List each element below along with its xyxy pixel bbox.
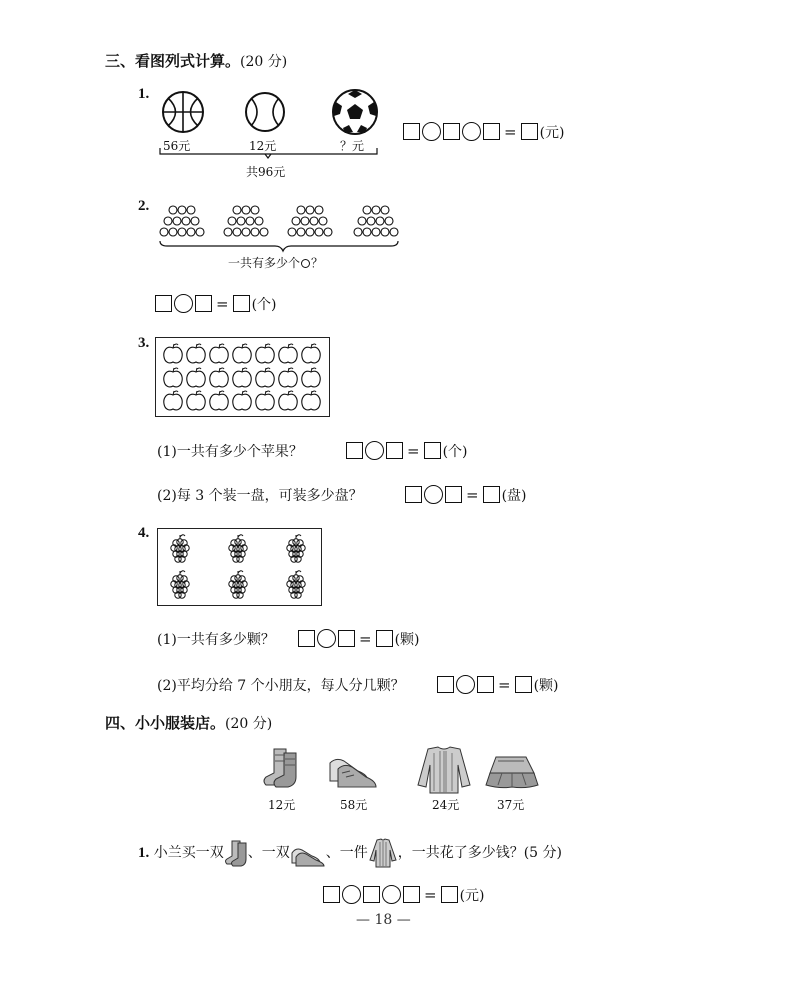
basketball-price: 56元 — [163, 139, 191, 153]
q2-question-text: 一共有多少个 — [228, 256, 301, 270]
answer-box[interactable] — [323, 886, 340, 903]
sneakers-icon — [330, 759, 376, 787]
equals-sign: = — [498, 675, 511, 694]
section-4-title — [105, 712, 272, 733]
operator-circle[interactable] — [382, 885, 401, 904]
socks-icon — [264, 749, 296, 787]
apple-icon-row-2 — [164, 368, 320, 387]
operator-circle[interactable] — [342, 885, 361, 904]
q3-sub1-unit: (个) — [442, 443, 468, 460]
equals-sign: = — [504, 122, 517, 141]
operator-circle[interactable] — [424, 485, 443, 504]
s4q1-text-d: ，一共花了多少钱？(5 分) — [397, 845, 562, 861]
operator-circle[interactable] — [462, 122, 481, 141]
clothing-items-figure — [258, 745, 543, 795]
section-3-title-text: 三、看图列式计算。 — [105, 52, 241, 70]
question-1-number: 1. — [138, 86, 150, 102]
grape-bunch-icons-row-2 — [171, 571, 305, 598]
equals-sign: = — [424, 885, 437, 904]
q4-sub1 — [157, 629, 275, 649]
s4q1-answer-formula — [323, 884, 485, 905]
page-number: — 18 — — [356, 912, 411, 928]
equals-sign: = — [407, 441, 420, 460]
q4-sub2-unit: (颗) — [533, 677, 559, 694]
circle-groups — [160, 206, 398, 236]
equals-sign: = — [359, 629, 372, 648]
tennis-price: 12元 — [249, 139, 277, 153]
section-3-title — [105, 50, 287, 71]
q2-question-tail: ？ — [311, 256, 324, 270]
answer-box[interactable] — [443, 123, 460, 140]
q3-sub2-unit: (盘) — [501, 487, 527, 504]
soccer-price: ？元 — [340, 139, 365, 153]
s4q1-text-a: 小兰买一双 — [153, 845, 224, 861]
s4-question-1-number: 1. — [138, 845, 150, 861]
q1-answer-formula — [403, 121, 565, 142]
sneakers-icon-inline — [290, 839, 326, 867]
q4-sub1-formula — [298, 628, 420, 649]
answer-box[interactable] — [441, 886, 458, 903]
q4-sub2 — [157, 675, 405, 695]
q3-sub1 — [157, 441, 303, 461]
s4q1-text-c: 、一件 — [325, 845, 368, 861]
q4-sub2-text: (2)平均分给 7 个小朋友，每人分几颗？ — [157, 678, 405, 694]
q4-sub2-formula — [437, 674, 559, 695]
answer-box[interactable] — [483, 123, 500, 140]
answer-box[interactable] — [376, 630, 393, 647]
equals-sign: = — [466, 485, 479, 504]
question-4-number: 4. — [138, 525, 150, 541]
answer-box[interactable] — [477, 676, 494, 693]
s4-question-1 — [138, 838, 562, 868]
operator-circle[interactable] — [317, 629, 336, 648]
q3-sub2 — [157, 485, 363, 505]
apple-icon-row-3 — [164, 391, 320, 410]
skirt-icon — [486, 757, 538, 788]
answer-box[interactable] — [437, 676, 454, 693]
small-circle-icon — [301, 259, 310, 268]
price-skirt: 37元 — [497, 798, 525, 812]
answer-box[interactable] — [403, 123, 420, 140]
q3-sub1-formula — [346, 440, 468, 461]
section-4-points: (20 分) — [225, 716, 273, 732]
apples-grid — [156, 338, 331, 418]
answer-box[interactable] — [445, 486, 462, 503]
operator-circle[interactable] — [365, 441, 384, 460]
s4q1-unit: (元) — [459, 887, 485, 904]
answer-box[interactable] — [515, 676, 532, 693]
answer-box[interactable] — [405, 486, 422, 503]
tennis-ball-icon — [246, 93, 284, 131]
answer-box[interactable] — [233, 295, 250, 312]
s4q1-text-b: 、一双 — [247, 845, 290, 861]
price-socks: 12元 — [268, 798, 296, 812]
q4-sub1-text: (1)一共有多少颗？ — [157, 632, 275, 648]
operator-circle[interactable] — [422, 122, 441, 141]
socks-icon-inline — [224, 839, 248, 867]
operator-circle[interactable] — [456, 675, 475, 694]
shirt-icon — [418, 747, 470, 793]
section-3-points: (20 分) — [240, 54, 288, 70]
q3-sub2-formula — [405, 484, 527, 505]
basketball-icon — [163, 92, 203, 132]
q4-sub1-unit: (颗) — [394, 631, 420, 648]
q2-question — [228, 254, 323, 271]
q3-sub1-text: (1)一共有多少个苹果？ — [157, 444, 303, 460]
grape-bunch-icons-row-1 — [171, 535, 305, 562]
q1-total: 共96元 — [246, 165, 286, 179]
answer-box[interactable] — [363, 886, 380, 903]
answer-box[interactable] — [346, 442, 363, 459]
answer-box[interactable] — [386, 442, 403, 459]
answer-box[interactable] — [195, 295, 212, 312]
shirt-icon-inline — [368, 838, 398, 868]
q2-answer-formula — [155, 293, 277, 314]
equals-sign: = — [216, 294, 229, 313]
answer-box[interactable] — [298, 630, 315, 647]
q2-circles-figure — [155, 203, 415, 255]
price-shirt: 24元 — [432, 798, 460, 812]
soccer-ball-icon — [333, 90, 377, 134]
q1-unit: (元) — [539, 124, 565, 141]
operator-circle[interactable] — [174, 294, 193, 313]
question-3-number: 3. — [138, 335, 150, 351]
apples-frame — [155, 337, 330, 417]
answer-box[interactable] — [424, 442, 441, 459]
q3-sub2-text: (2)每 3 个装一盘，可装多少盘？ — [157, 488, 363, 504]
answer-box[interactable] — [483, 486, 500, 503]
q2-brace — [160, 241, 398, 251]
answer-box[interactable] — [403, 886, 420, 903]
answer-box[interactable] — [521, 123, 538, 140]
grapes-frame — [157, 528, 322, 606]
answer-box[interactable] — [338, 630, 355, 647]
price-sneakers: 58元 — [340, 798, 368, 812]
q2-unit: (个) — [251, 296, 277, 313]
section-4-title-text: 四、小小服装店。 — [105, 714, 226, 732]
apple-icon-row-1 — [164, 344, 320, 363]
question-2-number: 2. — [138, 198, 150, 214]
answer-box[interactable] — [155, 295, 172, 312]
grapes-figure — [158, 529, 323, 607]
